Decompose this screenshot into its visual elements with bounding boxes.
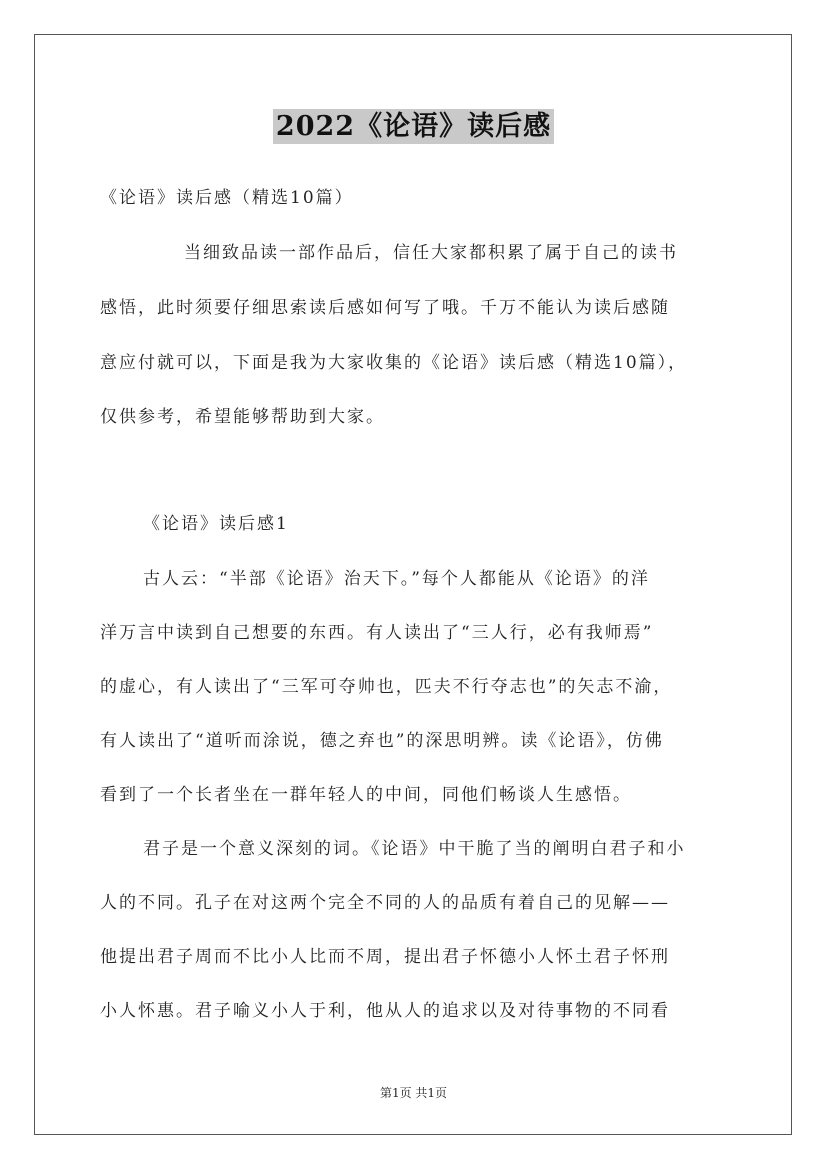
paragraph-line: 古人云：“半部《论语》治天下。”每个人都能从《论语》的洋 (143, 569, 650, 589)
paragraph-line: 人的不同。孔子在对这两个完全不同的人的品质有着自己的见解—— (100, 893, 670, 913)
intro-line: 仅供参考，希望能够帮助到大家。 (100, 407, 385, 427)
paragraph-line: 看到了一个长者坐在一群年轻人的中间，同他们畅谈人生感悟。 (100, 785, 632, 805)
intro-line: 当细致品读一部作品后，信任大家都积累了属于自己的读书 (184, 243, 678, 263)
paragraph-line: 的虚心，有人读出了“三军可夺帅也，匹夫不行夺志也”的矢志不渝， (100, 677, 673, 697)
paragraph-line: 小人怀惠。君子喻义小人于利，他从人的追求以及对待事物的不同看 (100, 1001, 670, 1021)
paragraph-line: 有人读出了“道听而涂说，德之弃也”的深思明辨。读《论语》，仿佛 (100, 731, 664, 751)
intro-line: 感悟，此时须要仔细思索读后感如何写了哦。千万不能认为读后感随 (100, 298, 670, 318)
paragraph-line: 洋万言中读到自己想要的东西。有人读出了“三人行，必有我师焉” (100, 623, 654, 643)
page-footer: 第1页 共1页 (379, 1086, 448, 1100)
document-title-container (0, 104, 827, 143)
paragraph-line: 君子是一个意义深刻的词。《论语》中干脆了当的阐明白君子和小 (143, 839, 686, 859)
document-title: 2022《论语》读后感 (273, 109, 554, 144)
subtitle: 《论语》读后感（精选10篇） (100, 188, 354, 208)
paragraph-line: 他提出君子周而不比小人比而不周，提出君子怀德小人怀土君子怀刑 (100, 947, 670, 967)
intro-line: 意应付就可以，下面是我为大家收集的《论语》读后感（精选10篇）， (100, 353, 688, 373)
section-heading: 《论语》读后感1 (143, 514, 289, 534)
